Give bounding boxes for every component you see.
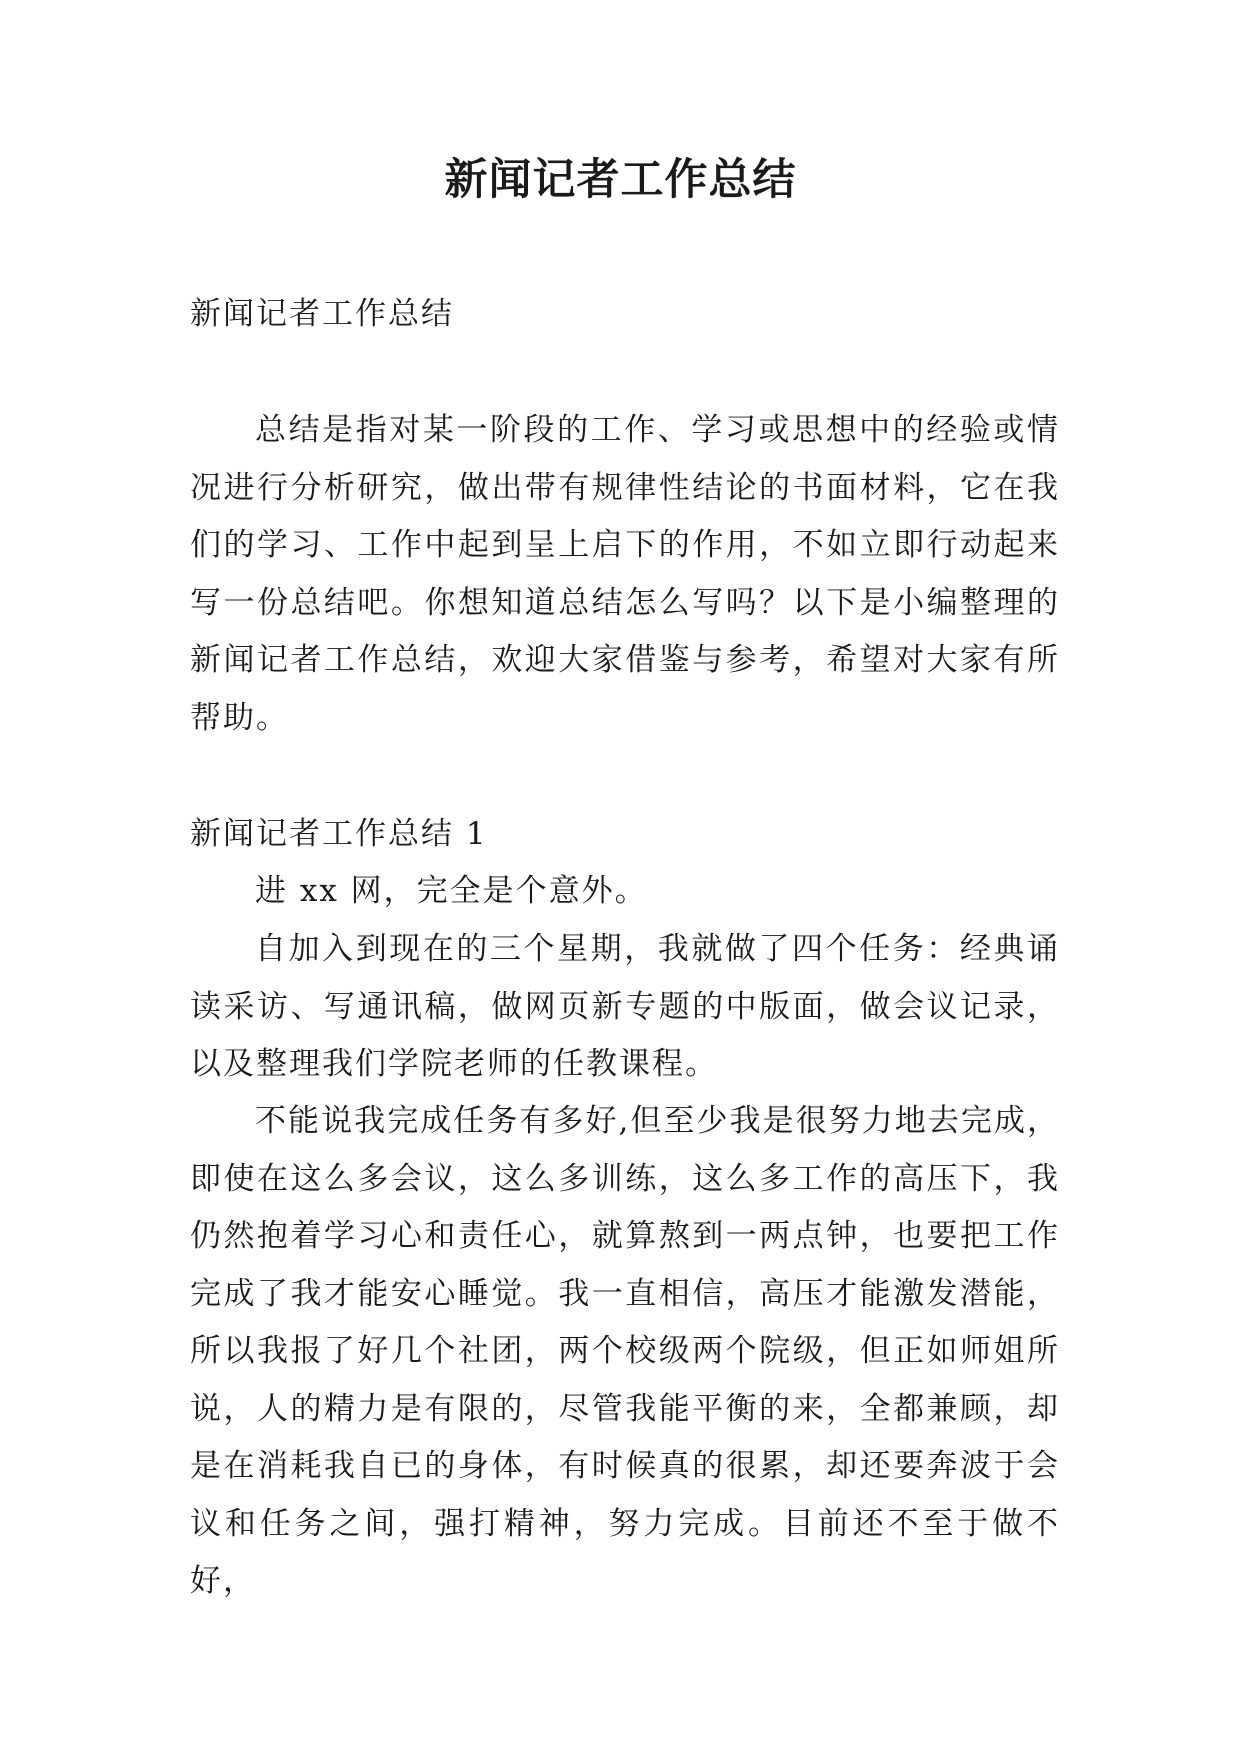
document-title: 新闻记者工作总结 [444,155,797,205]
paragraph-2: 自加入到现在的三个星期，我就做了四个任务：经典诵读采访、写通讯稿，做网页新专题的中版面，做会议记录，以及整理我们学院老师的任教课程。 [190,931,1060,1082]
section-heading: 新闻记者工作总结 1 [190,816,488,852]
paragraph-1: 进 xx 网，完全是个意外。 [255,873,648,909]
intro-paragraph: 总结是指对某一阶段的工作、学习或思想中的经验或情况进行分析研究，做出带有规律性结论的书面材料，它在我们的学习、工作中起到呈上启下的作用，不如立即行动起来写一份总结吧。你想知道总结怎么写吗？以下是小编整理的新闻记者工作总结，欢迎大家借鉴与参考，希望对大家有所帮助。 [190,412,1060,736]
document-subtitle: 新闻记者工作总结 [190,296,454,332]
paragraph-3: 不能说我完成任务有多好,但至少我是很努力地去完成，即使在这么多会议，这么多训练，这么多工作的高压下，我仍然抱着学习心和责任心，就算熬到一两点钟，也要把工作完成了我才能安心睡觉。我一直相信，高压才能激发潜能，所以我报了好几个社团，两个校级两个院级，但正如师姐所说，人的精力是有限的，尽管我能平衡的来，全都兼顾，却是在消耗我自已的身体，有时候真的很累，却还要奔波于会议和任务之间，强打精神，努力完成。目前还不至于做不好， [190,1103,1060,1599]
